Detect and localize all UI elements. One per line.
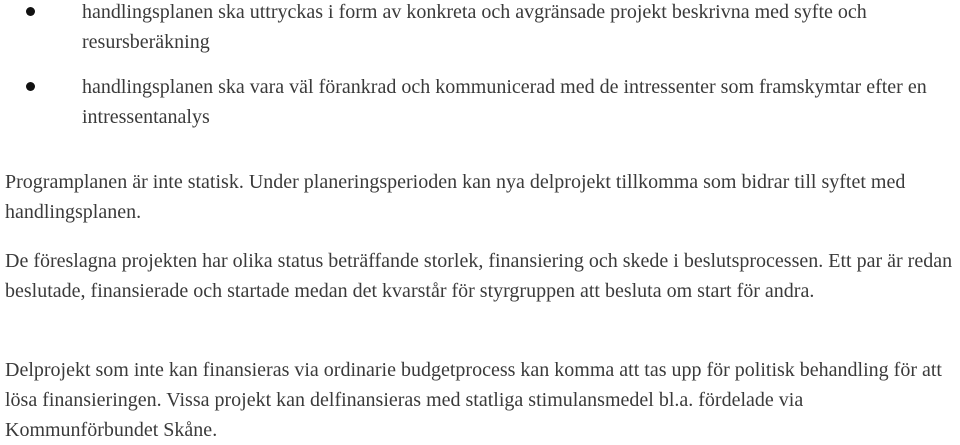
bullet-text: handlingsplanen ska vara väl förankrad och kommunicerad med de intressenter som framskymtar efter en intressentanalys [82, 76, 927, 128]
bullet-text: handlingsplanen ska uttryckas i form av konkreta och avgränsade projekt beskrivna med syfte och resursberäkning [82, 1, 867, 53]
paragraph-financing: Delprojekt som inte kan finansieras via ordinarie budgetprocess kan komma att tas upp för politisk behandling för att lösa finansieringen. Vissa projekt kan delfinansieras med statliga stimulansmedel bl.a. fördelade via Kommunförbundet Skåne. [5, 359, 942, 441]
paragraph-programplan: Programplanen är inte statisk. Under planeringsperioden kan nya delprojekt tillkomma som bidrar till syftet med handlingsplanen. [5, 171, 906, 223]
paragraph-project-status: De föreslagna projekten har olika status beträffande storlek, finansiering och skede i beslutsprocessen. Ett par är redan beslutade, finansierade och startade medan det kvarstår för styrgruppen att besluta om start för andra. [5, 250, 953, 302]
bullet-item [0, 72, 960, 132]
bullet-list [0, 0, 960, 147]
bullet-dot-icon [26, 7, 35, 16]
bullet-item [0, 0, 960, 57]
bullet-dot-icon [26, 82, 35, 91]
